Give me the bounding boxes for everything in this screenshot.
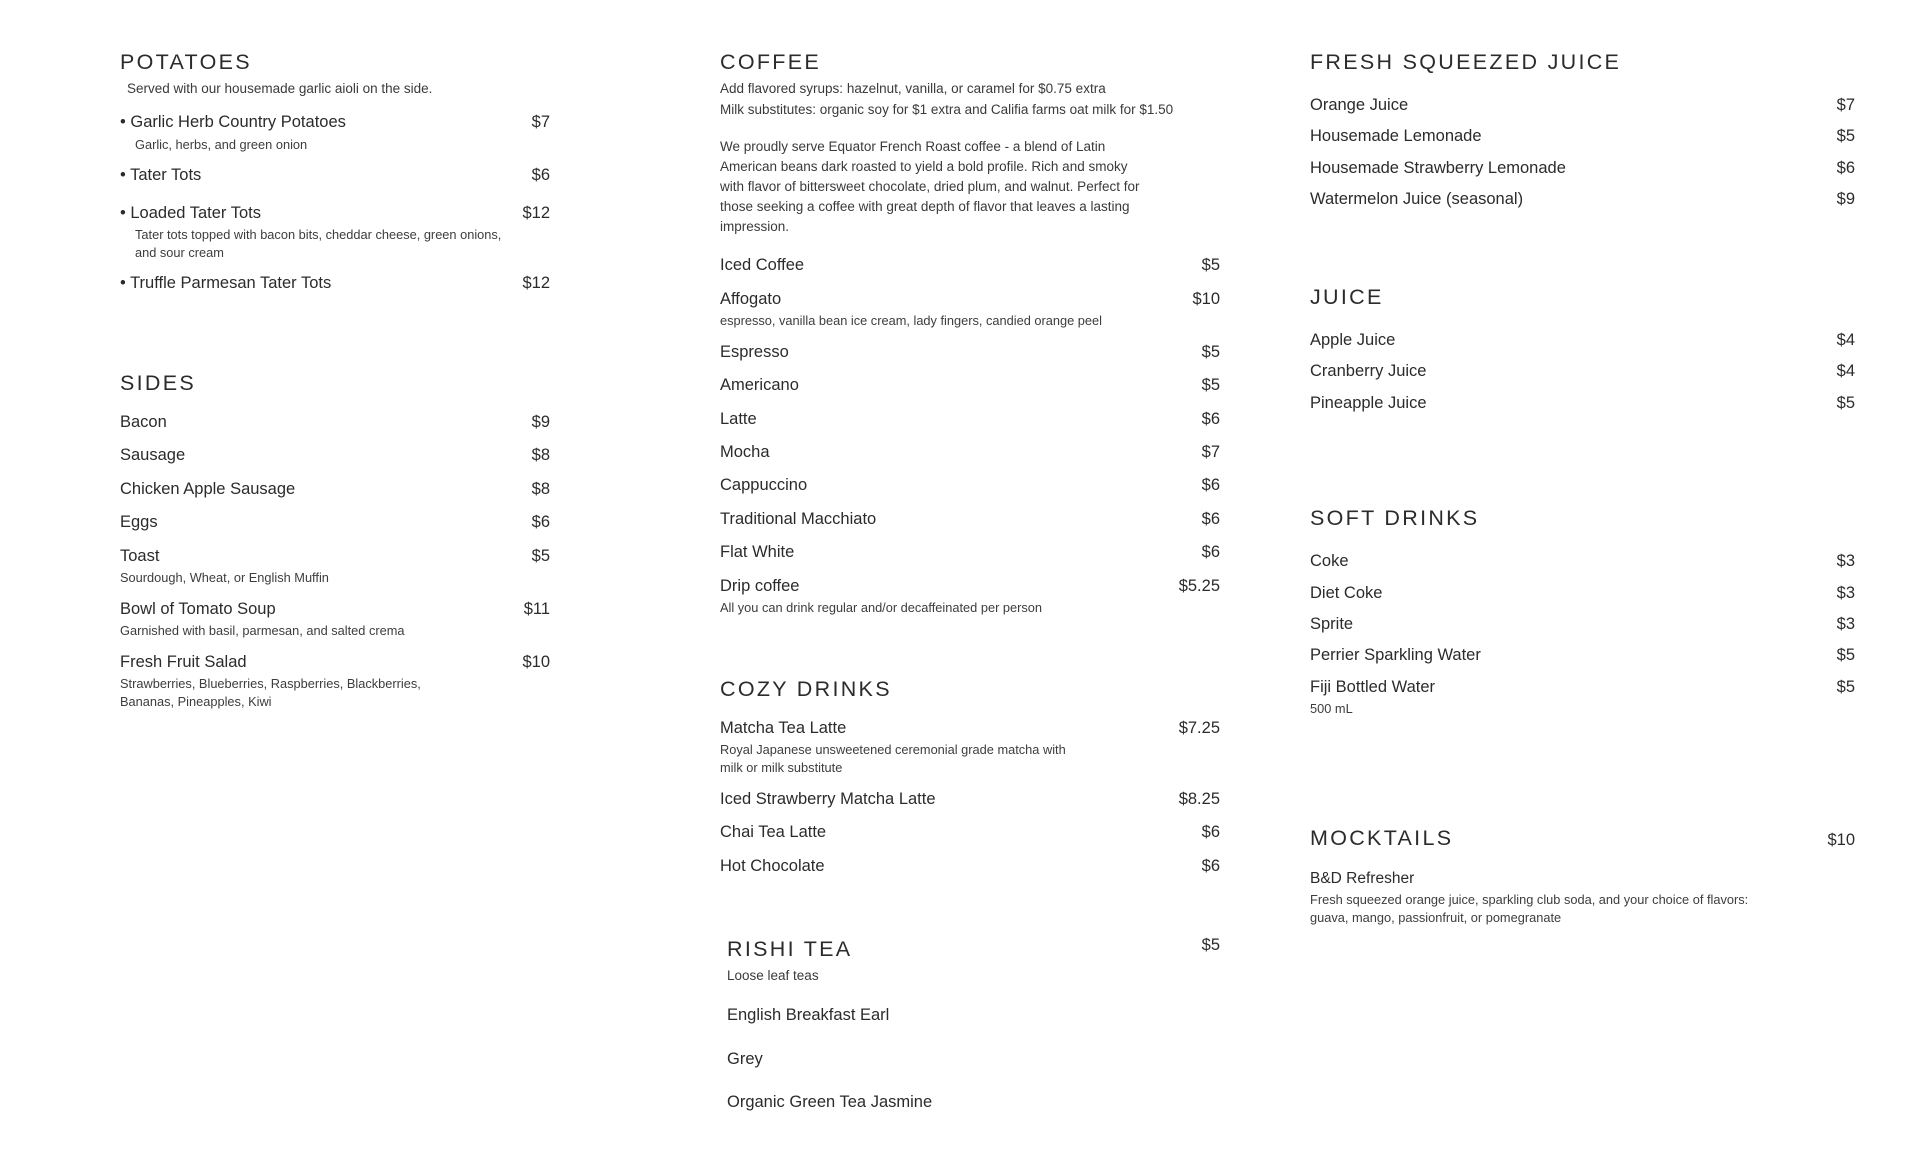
menu-item xyxy=(120,203,550,262)
menu-item-name: Affogato xyxy=(720,289,782,308)
menu-item-price: $12 xyxy=(522,203,550,222)
menu-item xyxy=(120,445,550,466)
menu-item-name: Cappuccino xyxy=(720,476,808,495)
menu-item-price: $5 xyxy=(1836,127,1855,146)
menu-item-price: $6 xyxy=(1201,476,1220,495)
menu-item-name: Housemade Lemonade xyxy=(1310,127,1482,146)
menu-item-description: 500 mL xyxy=(1310,701,1353,717)
menu-item-description: Garnished with basil, parmesan, and salted crema xyxy=(120,623,405,639)
menu-item-price: $5.25 xyxy=(1178,576,1220,595)
menu-item-name: Apple Juice xyxy=(1310,330,1396,349)
menu-item xyxy=(1310,677,1855,718)
section-coffee xyxy=(720,48,1220,617)
menu-item-name: Matcha Tea Latte xyxy=(720,718,847,737)
menu-item-price: $6 xyxy=(531,166,550,185)
menu-item-name: Watermelon Juice (seasonal) xyxy=(1310,190,1524,209)
spacer xyxy=(1310,424,1855,504)
menu-item xyxy=(720,342,1220,363)
menu-item-name: Iced Coffee xyxy=(720,256,805,275)
menu-item xyxy=(1310,614,1855,635)
menu-item-main xyxy=(1310,158,1837,179)
menu-item-name: Espresso xyxy=(720,342,789,361)
section-title-sides: SIDES xyxy=(120,370,197,395)
menu-item-price: $7.25 xyxy=(1178,718,1220,737)
menu-item xyxy=(1310,95,1855,116)
menu-item xyxy=(120,273,550,294)
menu-item-price: $7 xyxy=(1201,443,1220,462)
section-title-soft-drinks: SOFT DRINKS xyxy=(1310,506,1480,531)
menu-item-price: $3 xyxy=(1836,552,1855,571)
menu-item-name: • Loaded Tater Tots xyxy=(120,203,506,224)
spacer xyxy=(720,629,1220,675)
menu-item-name: Chai Tea Latte xyxy=(720,823,827,842)
menu-item-name: Eggs xyxy=(120,513,158,532)
menu-item-main xyxy=(1310,361,1837,382)
menu-item-description: All you can drink regular and/or decaffeinated per person xyxy=(720,600,1043,616)
menu-item-price: $8 xyxy=(531,446,550,465)
menu-item xyxy=(720,509,1220,530)
menu-item-main xyxy=(120,273,522,294)
menu-item-main xyxy=(720,342,1202,363)
menu-item-name: Diet Coke xyxy=(1310,583,1383,602)
rishi-tea-price: $5 xyxy=(1201,935,1220,954)
menu-item-main xyxy=(120,599,524,640)
menu-item-price: $6 xyxy=(1201,509,1220,528)
menu-item-price: $6 xyxy=(1201,856,1220,875)
menu-item-name: Toast xyxy=(120,546,160,565)
rishi-tea-list xyxy=(720,1005,1220,1113)
menu-item-name: Mocha xyxy=(720,443,770,462)
menu-item-description: Garlic, herbs, and green onion xyxy=(135,136,308,152)
menu-item-main xyxy=(120,412,532,433)
menu-item xyxy=(1310,393,1855,414)
menu-item-main xyxy=(1310,189,1837,210)
menu-item-price: $7 xyxy=(531,113,550,132)
menu-item-name: Coke xyxy=(1310,552,1349,571)
menu-item xyxy=(720,576,1220,617)
menu-item-name: Perrier Sparkling Water xyxy=(1310,646,1481,665)
menu-item-price: $3 xyxy=(1836,583,1855,602)
menu-item-main xyxy=(120,479,532,500)
menu-item-name: Pineapple Juice xyxy=(1310,393,1427,412)
section-sides xyxy=(120,369,550,711)
menu-item-name: Americano xyxy=(720,376,799,395)
menu-item-name: • Garlic Herb Country Potatoes xyxy=(120,112,516,133)
menu-item-name: Traditional Macchiato xyxy=(720,509,877,528)
menu-item xyxy=(720,718,1220,777)
menu-item-main xyxy=(720,409,1202,430)
mocktail-item xyxy=(1310,869,1855,927)
menu-item-main xyxy=(1310,645,1837,666)
menu-item-price: $5 xyxy=(1836,646,1855,665)
menu-column-middle xyxy=(720,48,1220,1135)
rishi-tea-header xyxy=(720,935,1220,985)
section-fresh-squeezed-juice xyxy=(1310,48,1855,211)
menu-item xyxy=(120,599,550,640)
menu-item-price: $9 xyxy=(1836,190,1855,209)
menu-item-price: $6 xyxy=(1201,823,1220,842)
menu-item-price: $5 xyxy=(1201,342,1220,361)
menu-item-main xyxy=(720,542,1202,563)
menu-item-main xyxy=(720,718,1179,777)
menu-item xyxy=(120,512,550,533)
menu-item xyxy=(720,255,1220,276)
section-potatoes xyxy=(120,48,550,295)
menu-item xyxy=(1310,126,1855,147)
menu-item-price: $6 xyxy=(1836,158,1855,177)
menu-item-name: Iced Strawberry Matcha Latte xyxy=(720,789,936,808)
menu-item-main xyxy=(1310,330,1837,351)
menu-item-name: Fresh Fruit Salad xyxy=(120,652,247,671)
section-note-potatoes: Served with our housemade garlic aioli on the side. xyxy=(127,81,433,97)
list-item: Organic Green Tea Jasmine xyxy=(727,1092,933,1111)
spacer xyxy=(1310,221,1855,283)
section-cozy-drinks xyxy=(720,675,1220,877)
menu-item xyxy=(1310,583,1855,604)
section-soft-drinks xyxy=(1310,504,1855,718)
menu-item-name: Fiji Bottled Water xyxy=(1310,677,1436,696)
menu-item-description: Sourdough, Wheat, or English Muffin xyxy=(120,570,329,586)
menu-item-price: $6 xyxy=(1201,409,1220,428)
section-juice xyxy=(1310,283,1855,414)
menu-item-main xyxy=(1310,614,1837,635)
menu-item-main xyxy=(720,822,1202,843)
section-title-fresh-squeezed-juice: FRESH SQUEEZED JUICE xyxy=(1310,50,1622,74)
menu-item xyxy=(120,112,550,153)
menu-item-main xyxy=(720,576,1179,617)
coffee-description: We proudly serve Equator French Roast coffee - a blend of Latin American beans dark roasted to yield a bold profile. Rich and smoky with flavor of bittersweet chocolate, dried plum, and walnut. Perfect for those seeking a coffee with great depth of flavor that leaves a lasting impression. xyxy=(720,139,1140,235)
menu-item-main xyxy=(120,512,532,533)
menu-item-price: $3 xyxy=(1836,614,1855,633)
coffee-milk-note: Milk substitutes: organic soy for $1 extra and Califia farms oat milk for $1.50 xyxy=(720,102,1174,118)
menu-item xyxy=(720,442,1220,463)
menu-item-name: Housemade Strawberry Lemonade xyxy=(1310,158,1566,177)
menu-item-price: $5 xyxy=(1201,256,1220,275)
menu-item-price: $10 xyxy=(1192,289,1220,308)
menu-item xyxy=(120,412,550,433)
menu-item-name: Hot Chocolate xyxy=(720,856,825,875)
menu-item-price: $5 xyxy=(1836,393,1855,412)
menu-item-name: Orange Juice xyxy=(1310,96,1409,115)
section-title-coffee: COFFEE xyxy=(720,50,821,74)
menu-item-main xyxy=(720,789,1179,810)
section-title-rishi-tea: RISHI TEA xyxy=(727,936,853,961)
menu-item xyxy=(120,165,550,186)
spacer xyxy=(120,307,550,369)
list-item: English Breakfast Earl xyxy=(727,1006,890,1025)
menu-item-main xyxy=(1310,393,1837,414)
menu-item-price: $6 xyxy=(1201,543,1220,562)
menu-item-name: Sausage xyxy=(120,446,186,465)
menu-item-price: $10 xyxy=(522,652,550,671)
menu-item xyxy=(1310,158,1855,179)
menu-item xyxy=(720,289,1220,330)
spacer xyxy=(720,889,1220,935)
menu-item-price: $4 xyxy=(1836,330,1855,349)
menu-item-price: $5 xyxy=(1836,677,1855,696)
menu-item-price: $5 xyxy=(531,546,550,565)
menu-item-main xyxy=(120,546,532,587)
menu-item-name: Drip coffee xyxy=(720,576,800,595)
section-title-potatoes: POTATOES xyxy=(120,50,252,74)
menu-item-name: Cranberry Juice xyxy=(1310,362,1427,381)
menu-column-left xyxy=(120,48,550,723)
menu-item-name: Chicken Apple Sausage xyxy=(120,479,296,498)
menu-item-name: Flat White xyxy=(720,543,795,562)
menu-item-price: $6 xyxy=(531,513,550,532)
menu-item xyxy=(720,822,1220,843)
menu-item-description: Fresh squeezed orange juice, sparkling club soda, and your choice of flavors: guava, mango, passionfruit, or pomegranate xyxy=(1310,892,1749,926)
menu-item xyxy=(720,542,1220,563)
cozy-drinks-item-list xyxy=(720,718,1220,877)
mocktails-header xyxy=(1310,824,1855,853)
menu-column-right xyxy=(1310,48,1855,927)
menu-item-main xyxy=(120,652,522,711)
menu-item-name: Bacon xyxy=(120,412,167,431)
rishi-tea-header-text xyxy=(720,935,852,985)
menu-item xyxy=(120,479,550,500)
menu-item xyxy=(720,375,1220,396)
menu-item xyxy=(1310,189,1855,210)
juice-item-list xyxy=(1310,330,1855,414)
menu-item-description: espresso, vanilla bean ice cream, lady fingers, candied orange peel xyxy=(720,313,1103,329)
menu-item-main xyxy=(720,856,1202,877)
menu-item-description: Royal Japanese unsweetened ceremonial grade matcha with milk or milk substitute xyxy=(720,742,1066,775)
menu-item-name: Latte xyxy=(720,409,757,428)
potatoes-item-list xyxy=(120,112,550,295)
section-title-mocktails: MOCKTAILS xyxy=(1310,825,1454,850)
menu-item xyxy=(720,789,1220,810)
soft-drinks-item-list xyxy=(1310,551,1855,718)
menu-item-main xyxy=(720,475,1202,496)
menu-item-main xyxy=(720,442,1202,463)
rishi-tea-note: Loose leaf teas xyxy=(727,967,819,983)
spacer xyxy=(1310,728,1855,824)
section-rishi-tea xyxy=(720,935,1220,1113)
menu-item-main xyxy=(120,112,532,153)
menu-item xyxy=(720,475,1220,496)
section-title-cozy-drinks: COZY DRINKS xyxy=(720,676,892,701)
menu-item-name: Bowl of Tomato Soup xyxy=(120,599,276,618)
menu-item-main xyxy=(120,445,532,466)
menu-item-main xyxy=(1310,677,1837,718)
fresh-juice-item-list xyxy=(1310,95,1855,211)
menu-item-name: • Tater Tots xyxy=(120,165,516,186)
menu-item xyxy=(1310,645,1855,666)
menu-item-main xyxy=(1310,583,1837,604)
menu-item-main xyxy=(1310,126,1837,147)
menu-item xyxy=(120,546,550,587)
menu-item-price: $12 xyxy=(522,274,550,293)
menu-item xyxy=(720,409,1220,430)
menu-item-name: Sprite xyxy=(1310,614,1354,633)
menu-item-price: $11 xyxy=(523,599,550,618)
menu-item-name: B&D Refresher xyxy=(1310,869,1415,887)
menu-item-main xyxy=(720,375,1202,396)
menu-item xyxy=(1310,330,1855,351)
menu-item-price: $8.25 xyxy=(1178,789,1220,808)
menu-item-price: $9 xyxy=(531,412,550,431)
section-mocktails xyxy=(1310,824,1855,927)
menu-item-main xyxy=(120,203,522,262)
menu-item-main xyxy=(720,255,1202,276)
menu-item-main xyxy=(1310,551,1837,572)
sides-item-list xyxy=(120,412,550,711)
menu-item xyxy=(1310,551,1855,572)
menu-item-description: Tater tots topped with bacon bits, cheddar cheese, green onions, and sour cream xyxy=(135,227,502,260)
coffee-item-list xyxy=(720,255,1220,617)
menu-item-price: $7 xyxy=(1836,96,1855,115)
menu-item xyxy=(1310,361,1855,382)
menu-item-main xyxy=(1310,95,1837,116)
menu-item-main xyxy=(720,509,1202,530)
section-title-juice: JUICE xyxy=(1310,284,1384,309)
list-item: Grey xyxy=(727,1049,763,1068)
menu-item-name: • Truffle Parmesan Tater Tots xyxy=(120,273,506,294)
menu-item-price: $4 xyxy=(1836,362,1855,381)
menu-item-main xyxy=(120,165,532,186)
mocktails-price: $10 xyxy=(1827,830,1855,849)
coffee-syrups-note: Add flavored syrups: hazelnut, vanilla, or caramel for $0.75 extra xyxy=(720,81,1106,97)
menu-item xyxy=(120,652,550,711)
menu-item-main xyxy=(720,289,1192,330)
menu-item xyxy=(720,856,1220,877)
menu-item-price: $5 xyxy=(1201,376,1220,395)
menu-item-description: Strawberries, Blueberries, Raspberries, Blackberries, Bananas, Pineapples, Kiwi xyxy=(120,676,421,709)
menu-item-price: $8 xyxy=(531,479,550,498)
